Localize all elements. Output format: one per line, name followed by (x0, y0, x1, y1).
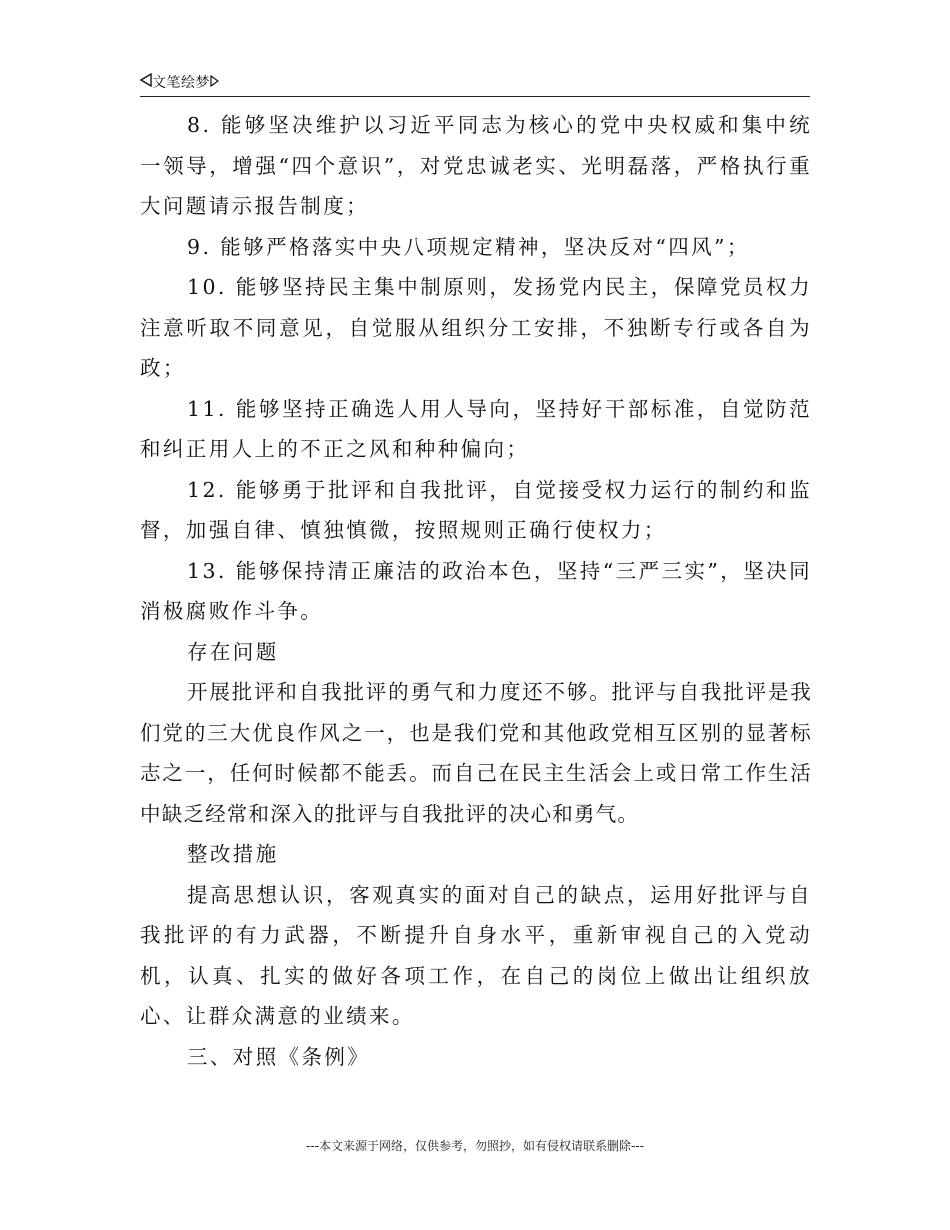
document-body (140, 105, 812, 1077)
section-heading-regulations: 三、对照《条例》 (187, 1044, 371, 1069)
paragraph-measures: 提高思想认识，客观真实的面对自己的缺点，运用好批评与自我批评的有力武器，不断提升自身水平，重新审视自己的入党动机，认真、扎实的做好各项工作，在自己的岗位上做出让组织放心、让群众满意的业绩来。 (140, 882, 812, 1028)
right-triangle-icon (210, 72, 219, 94)
paragraph-item-8: 8. 能够坚决维护以习近平同志为核心的党中央权威和集中统一领导，增强“四个意识”，对党忠诚老实、光明磊落，严格执行重大问题请示报告制度； (140, 113, 812, 218)
paragraph-item-13: 13. 能够保持清正廉洁的政治本色，坚持“三严三实”，坚决同消极腐败作斗争。 (140, 558, 812, 623)
paragraph-item-12: 12. 能够勇于批评和自我批评，自觉接受权力运行的制约和监督，加强自律、慎独慎微，按照规则正确行使权力； (140, 477, 812, 542)
header-brand: 文笔绘梦 (152, 75, 210, 91)
page-header (140, 72, 810, 97)
section-heading-problems: 存在问题 (187, 639, 279, 664)
paragraph-item-9: 9. 能够严格落实中央八项规定精神，坚决反对“四风”； (187, 234, 750, 259)
section-heading-measures: 整改措施 (187, 842, 279, 866)
footer-notice: ---本文来源于网络，仅供参考，勿照抄，如有侵权请联系删除--- (306, 1139, 644, 1153)
paragraph-problems: 开展批评和自我批评的勇气和力度还不够。批评与自我批评是我们党的三大优良作风之一，也是我们党和其他政党相互区别的显著标志之一，任何时候都不能丢。而自己在民主生活会上或日常工作生活中缺乏经常和深入的批评与自我批评的决心和勇气。 (140, 680, 812, 826)
left-triangle-icon (140, 72, 152, 94)
paragraph-item-10: 10. 能够坚持民主集中制原则，发扬党内民主，保障党员权力注意听取不同意见，自觉服从组织分工安排，不独断专行或各自为政； (140, 275, 812, 380)
paragraph-item-11: 11. 能够坚持正确选人用人导向，坚持好干部标准，自觉防范和纠正用人上的不正之风和种种偏向； (140, 396, 812, 461)
